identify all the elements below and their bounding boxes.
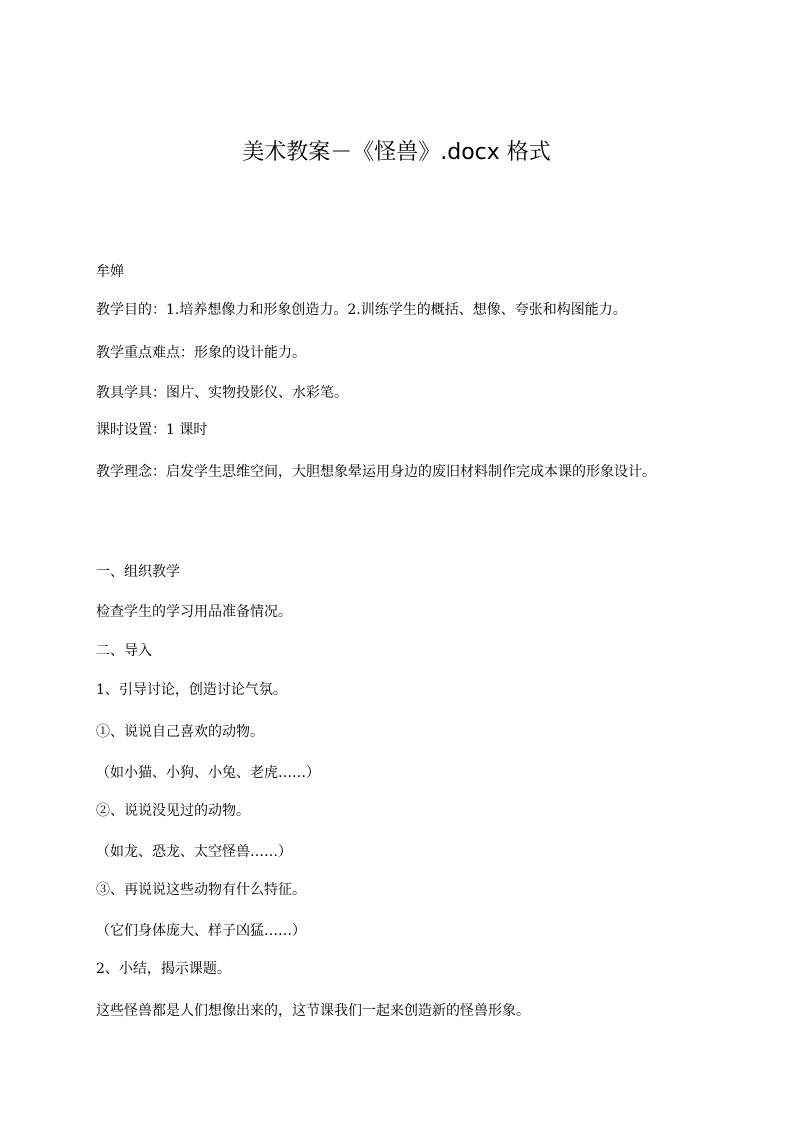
section-heading-intro: 二、导入 bbox=[96, 643, 152, 659]
teaching-objectives: 教学目的：1.培养想像力和形象创造力。2.训练学生的概括、想像、夸张和构图能力。 bbox=[96, 302, 627, 318]
example-unseen-animals: （如龙、恐龙、太空怪兽……） bbox=[96, 844, 292, 860]
example-animal-features: （它们身体庞大、样子凶猛……） bbox=[96, 923, 306, 939]
teaching-materials: 教具学具：图片、实物投影仪、水彩笔。 bbox=[96, 385, 348, 401]
document-title: 美术教案－《怪兽》.docx 格式 bbox=[242, 140, 551, 165]
step-summary: 2、小结，揭示课题。 bbox=[96, 961, 231, 977]
key-points: 教学重点难点：形象的设计能力。 bbox=[96, 345, 306, 361]
question-unseen-animals: ②、说说没见过的动物。 bbox=[96, 803, 250, 819]
question-animal-features: ③、再说说这些动物有什么特征。 bbox=[96, 882, 306, 898]
conclusion-text: 这些怪兽都是人们想像出来的，这节课我们一起来创造新的怪兽形象。 bbox=[96, 1003, 530, 1019]
teaching-philosophy: 教学理念：启发学生思维空间，大胆想象晕运用身边的废旧材料制作完成本课的形象设计。 bbox=[96, 464, 656, 480]
class-hours: 课时设置：1 课时 bbox=[96, 422, 208, 438]
question-favorite-animals: ①、说说自己喜欢的动物。 bbox=[96, 724, 264, 740]
example-favorite-animals: （如小猫、小狗、小兔、老虎……） bbox=[96, 765, 320, 781]
author-name: 牟婵 bbox=[96, 264, 124, 280]
section-heading-organize: 一、组织教学 bbox=[96, 564, 180, 580]
section-text-organize: 检查学生的学习用品准备情况。 bbox=[96, 604, 292, 620]
step-discussion: 1、引导讨论，创造讨论气氛。 bbox=[96, 682, 287, 698]
